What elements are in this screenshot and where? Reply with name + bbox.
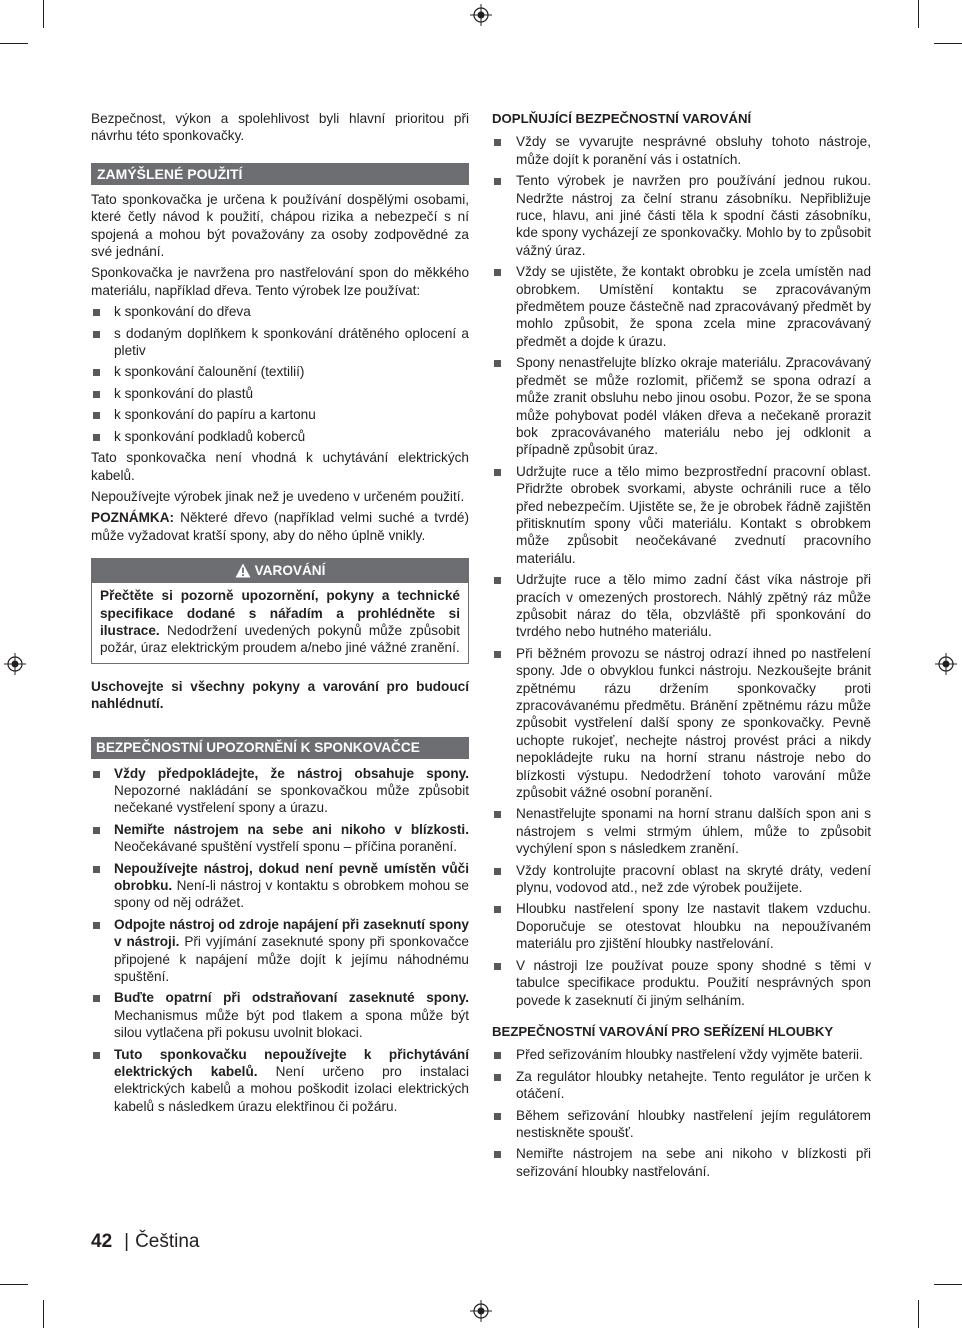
warning-triangle-icon xyxy=(235,563,251,578)
footer-language: Čeština xyxy=(135,1231,200,1252)
list-item-bold: Nemiřte nástrojem na sebe ani nikoho v blízkosti. xyxy=(114,821,469,837)
list-item xyxy=(91,821,469,856)
list-item: k sponkování podkladů koberců xyxy=(91,428,469,445)
list-item: Vždy se ujistěte, že kontakt obrobku je zcela umístěn nad obrobkem. Umístění kontaktu se zpracovávaným předmětem pouze částečně nad zpracovávaný předmět by mohlo způsobit, že spona zcela mine zpracovávaný předmět a dojde k úrazu. xyxy=(492,263,871,350)
intended-use-paragraph: Sponkovačka je navržena pro nastřelování spon do měkkého materiálu, například dřeva. Tento výrobek lze používat: xyxy=(91,265,469,298)
list-item-text: Nepozorné nakládání se sponkovačkou může způsobit nečekané vystřelení spony a úrazu. xyxy=(114,782,469,816)
crop-mark xyxy=(934,1284,962,1285)
page-number: 42 xyxy=(91,1231,113,1252)
crop-mark xyxy=(934,43,962,44)
intended-use-paragraph: Nepoužívejte výrobek jinak než je uvedeno v určeném použití. xyxy=(91,488,465,504)
footer-separator: | xyxy=(124,1231,130,1252)
list-item: Udržujte ruce a tělo mimo bezprostřední pracovní oblast. Přidržte obrobek svorkami, abyste ochránili ruce a tělo před nebezpečím. Ujistěte se, že je obrobek řádně zajištěn přitisknutím spony vůči materiálu. Kontakt s obrobkem může způsobit neočekávané zvednutí pracovního materiálu. xyxy=(492,463,871,567)
list-item-bold: Odpojte nástroj od zdroje napájení při zaseknutí spony v nástroji. xyxy=(114,916,469,950)
list-item: V nástroji lze používat pouze spony shodné s těmi v tabulce specifikace produktu. Použití nesprávných spon povede k zaseknutí či jiným selháním. xyxy=(492,957,871,1009)
note-text: Některé dřevo (například velmi suché a tvrdé) může vyžadovat kratší spony, aby do něho úplně vnikly. xyxy=(91,510,469,543)
list-item: Udržujte ruce a tělo mimo zadní část víka nástroje při pracích v omezených prostorech. Náhlý zpětný ráz může způsobit náraz do těla, obzvláště při sponkování do tvrdého nebo hutného materiálu. xyxy=(492,571,871,641)
list-item-bold: Vždy předpokládejte, že nástroj obsahuje spony. xyxy=(114,765,469,781)
intro-paragraph: Bezpečnost, výkon a spolehlivost byli hlavní prioritou při návrhu této sponkovačky. xyxy=(91,111,469,144)
registration-mark-icon xyxy=(470,1300,492,1322)
list-item xyxy=(91,765,469,817)
warning-box xyxy=(91,558,469,664)
list-item: Během seřizování hloubky nastřelení jejím regulátorem nestiskněte spoušť. xyxy=(492,1107,871,1142)
list-item xyxy=(91,1046,469,1116)
additional-warnings-heading: DOPLŇUJÍCÍ BEZPEČNOSTNÍ VAROVÁNÍ xyxy=(492,111,752,126)
list-item-text: Neočekávané spuštění vystřelí sponu – příčina poranění. xyxy=(114,839,458,855)
registration-mark-icon xyxy=(470,4,492,26)
additional-warnings-list xyxy=(492,133,871,1009)
warning-title: VAROVÁNÍ xyxy=(254,563,326,579)
page-footer xyxy=(91,1230,200,1254)
list-item-text: Mechanismus může být pod tlakem a spona může být silou vytlačena při pokusu uvolnit blokaci. xyxy=(114,1007,469,1041)
crop-mark xyxy=(918,1300,919,1328)
list-item xyxy=(91,989,469,1041)
list-item: Při běžném provozu se nástroj odrazí ihned po nastřelení spony. Jde o obvyklou funkci nástroju. Nezkoušejte bránit zpětnému rázu držením sponkovačky proti zpracovávanému předmětu. Bránění zpětnému rázu může způsobit vystřelení další spony ze sponkovačky. Pevně uchopte rukojeť, nechejte nástroj provést práci a nikdy nepokládejte ruku na horní stranu nástroje nebo do blízkosti výstupu. Nedodržení tohoto varování může způsobit vážné osobní poranění. xyxy=(492,645,871,802)
list-item: Tento výrobek je navržen pro používání jednou rukou. Nedržte nástroj za čelní stranu zásobníku. Nepřibližuje ruce, hlavu, ani jiné části těla k spodní části zásobníku, kde spony vycházejí ze sponkovačky. Mohlo by to způsobit vážný úraz. xyxy=(492,172,871,259)
safety-heading: BEZPEČNOSTNÍ UPOZORNĚNÍ K SPONKOVAČCE xyxy=(91,737,469,759)
list-item: Spony nenastřelujte blízko okraje materiálu. Zpracovávaný předmět se může rozlomit, přičemž se spona odrazí a může zranit obsluhu nebo jinou osobu. Pozor, že se spona může pohybovat podél vláken dřeva a nečekaně prorazit bok zpracovávaného materiálu nebo jej odklonit a případně způsobit úraz. xyxy=(492,354,871,458)
left-column xyxy=(91,110,469,1119)
intended-use-paragraph: Tato sponkovačka není vhodná k uchytávání elektrických kabelů. xyxy=(91,450,469,483)
list-item: Před seřizováním hloubky nastřelení vždy vyjměte baterii. xyxy=(492,1046,871,1063)
list-item: Hloubku nastřelení spony lze nastavit tlakem vzduchu. Doporučuje se otestovat hloubku na nepoužívaném materiálu pro zjištění hloubky nastřelování. xyxy=(492,900,871,952)
note-label: POZNÁMKA: xyxy=(91,510,175,526)
list-item-bold: Nepoužívejte nástroj, dokud není pevně umístěn vůči obrobku. xyxy=(114,860,469,893)
list-item: k sponkování do plastů xyxy=(91,385,469,402)
warning-header xyxy=(92,559,468,583)
right-column xyxy=(492,110,871,1184)
list-item: Nenastřelujte sponami na horní stranu dalších spon ani s nástrojem s velmi strmým úhlem, může to způsobit vychýlení spon s následkem zranění. xyxy=(492,805,871,857)
depth-warnings-heading: BEZPEČNOSTNÍ VAROVÁNÍ PRO SEŘÍZENÍ HLOUBKY xyxy=(492,1023,834,1039)
list-item-bold: Tuto sponkovačku nepoužívejte k přichytávání elektrických kabelů. xyxy=(114,1046,469,1080)
intended-use-paragraph: Tato sponkovačka je určena k používání dospělými osobami, které četly návod k použití, chápou rizika a nebezpečí s ní spojená a mohou být považovány za osoby zodpovědné za své jednání. xyxy=(91,191,469,260)
list-item xyxy=(91,916,469,986)
list-item: k sponkování do papíru a kartonu xyxy=(91,406,469,423)
depth-warnings-list xyxy=(492,1046,871,1180)
crop-mark xyxy=(43,0,44,28)
crop-mark xyxy=(43,1300,44,1328)
warning-bold-text: Přečtěte si pozorně upozornění, pokyny a technické specifikace dodané s nářadím a prohlédněte si ilustrace. xyxy=(100,588,460,638)
list-item: Nemiřte nástrojem na sebe ani nikoho v blízkosti při seřizování hloubky nastřelování. xyxy=(492,1145,871,1180)
list-item: k sponkování čalounění (textilií) xyxy=(91,363,469,380)
note-paragraph xyxy=(91,509,469,544)
list-item-text: Není-li nástroj v kontaktu s obrobkem mohou se spony od něj odrážet. xyxy=(114,878,469,911)
warning-text: Nedodržení uvedených pokynů může způsobit požár, úraz elektrickým proudem a/nebo jiné vážné zranění. xyxy=(100,622,460,656)
list-item: Vždy kontrolujte pracovní oblast na skryté dráty, vedení plynu, vodovod atd., než zde výrobek použijete. xyxy=(492,862,871,897)
crop-mark xyxy=(0,43,28,44)
safety-list xyxy=(91,765,469,1116)
crop-mark xyxy=(0,1284,28,1285)
list-item-text: Při vyjímání zaseknuté spony při sponkovačce připojené k napájení může dojít k jejímu náhodnému spuštění. xyxy=(114,934,469,985)
list-item-text: Není určeno pro instalaci elektrických kabelů a mohou poškodit izolaci elektrických kabelů s následkem úrazu elektřinou či požáru. xyxy=(114,1064,469,1114)
list-item: k sponkování do dřeva xyxy=(91,303,469,320)
list-item: Za regulátor hloubky netahejte. Tento regulátor je určen k otáčení. xyxy=(492,1068,871,1103)
list-item xyxy=(91,860,469,912)
intended-use-heading: ZAMÝŠLENÉ POUŽITÍ xyxy=(91,163,469,185)
registration-mark-icon xyxy=(4,653,26,675)
keep-instructions: Uschovejte si všechny pokyny a varování pro budoucí nahlédnutí. xyxy=(91,678,469,712)
list-item: Vždy se vyvarujte nesprávné obsluhy tohoto nástroje, může dojít k poranění vás i ostatních. xyxy=(492,133,871,168)
crop-mark xyxy=(918,0,919,28)
registration-mark-icon xyxy=(935,653,957,675)
list-item-bold: Buďte opatrní při odstraňovaní zaseknuté spony. xyxy=(114,990,469,1006)
intended-use-list xyxy=(91,303,469,445)
list-item: s dodaným doplňkem k sponkování drátěného oplocení a pletiv xyxy=(91,325,469,360)
warning-body xyxy=(92,583,468,663)
